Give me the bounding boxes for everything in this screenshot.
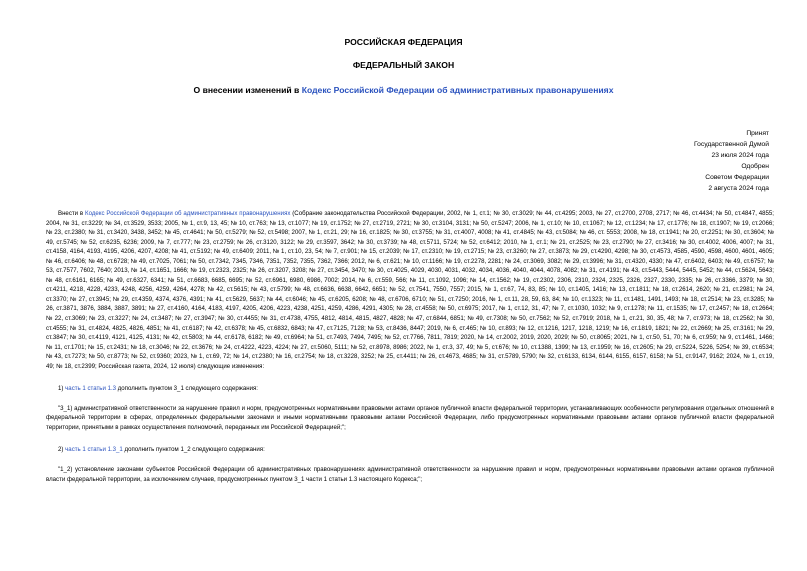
law-title [0, 85, 807, 95]
article-intro [46, 209, 774, 371]
amendment-item-1 [46, 384, 774, 394]
adoption-approved-label: Одобрен [741, 163, 769, 170]
amendment-item-1-text: дополнить пунктом 3_1 следующего содержания: [116, 385, 258, 393]
adoption-duma-date: 23 июля 2024 года [711, 152, 769, 159]
document-type-heading: ФЕДЕРАЛЬНЫЙ ЗАКОН [352, 60, 455, 70]
amendment-item-2 [46, 445, 774, 455]
law-title-prefix: О внесении изменений в [193, 85, 302, 95]
amendment-item-2-text: дополнить пунктом 1_2 следующего содержания: [122, 446, 265, 454]
law-title-code-link[interactable]: Кодекс Российской Федерации об административных правонарушениях [301, 85, 614, 95]
article-intro-prefix: Внести в [58, 210, 86, 217]
adoption-council-date: 2 августа 2024 года [708, 185, 769, 192]
adoption-accepted-label: Принят [746, 130, 769, 137]
article-intro-code-link[interactable]: Кодекс Российской Федерации об административных правонарушениях [85, 210, 291, 217]
amendment-item-1-link[interactable]: часть 1 статьи 1.3 [65, 385, 117, 393]
amendment-item-1-quote: "3_1) административной ответственности за нарушение правил и норм, предусмотренных нормативными правовыми актами органов публичной власти федеральной территории, устанавливающих особенности регулирования отдельных отношений в федеральной территории в сферах, определенных федеральными законами и иными нормативными правовыми актами Российской Федерации, либо предусмотренных нормативными правовыми актами органов публичной власти федеральной территории, принятыми в рамках осуществления полномочий, переданных им Российской Федерацией;"; [46, 404, 774, 431]
adoption-block [694, 128, 769, 194]
amendment-item-2-number: 2) [58, 446, 66, 454]
amendment-item-1-number: 1) [58, 385, 66, 393]
amendment-item-2-link[interactable]: часть 1 статьи 1.3_1 [65, 446, 123, 454]
adoption-council-label: Советом Федерации [705, 174, 769, 181]
country-heading: РОССИЙСКАЯ ФЕДЕРАЦИЯ [344, 37, 463, 47]
document-body [46, 209, 774, 484]
article-intro-sources: (Собрание законодательства Российской Федерации, 2002, № 1, ст.1; № 30, ст.3029; № 44, ст.4295; 2003, № 27, ст.2700, 2708, 2717; № 46, ст.4434; № 50, ст.4847, 4855; 2004, № 31, ст.3229; № 34, ст.3529, 3533; 2005, № 1, ст.9, 13, 45; № 10, ст.763; № 13, ст.1077; № 19, ст.1752; № 27, ст.2719, 2721; № 30, ст.3104, 3131; № 50, ст.5247; 2006, № 1, ст.10; № 10, ст.1067; № 12, ст.1234; № 17, ст.1776; № 18, ст.1907; № 19, ст.2066; № 23, ст.2380; № 31, ст.3420, 3438, 3452; № 45, ст.4641; № 50, ст.5279; № 52, ст.5498; 2007, № 1, ст.21, 29; № 16, ст.1825; № 30, ст.3755; № 31, ст.4007, 4008; № 41, ст.4845; № 43, ст.5084; № 46, ст. 5553; 2008, № 18, ст.1941; № 20, ст.2251; № 30, ст.3604; № 49, ст.5745; № 52, ст.6235, 6236; 2009, № 7, ст.777; № 23, ст.2759; № 26, ст.3120, 3122; № 29, ст.3597, 3642; № 30, ст.3739; № 48, ст.5711, 5724; № 52, ст.6412; 2010, № 1, ст.1; № 21, ст.2525; № 23, ст.2790; № 27, ст.3416; № 30, ст.4002, 4006, 4007; № 31, ст.4158, 4164, 4193, 4195, 4206, 4207, 4208; № 41, ст.5192; № 49, ст.6409; 2011, № 1, ст.10, 23, 54; № 7, ст.901; № 15, ст.2039; № 17, ст.2310; № 19, ст.2715; № 23, ст.3260; № 27, ст.3873; № 29, ст.4290, 4298; № 30, ст.4573, 4585, 4590, 4598, 4600, 4601, 4605; № 46, ст.6406; № 48, ст.6728; № 49, ст.7025, 7061; № 50, ст.7342, 7345, 7346, 7351, 7352, 7355, 7362, 7366; 2012, № 6, ст.621; № 10, ст.1166; № 19, ст.2278, 2281; № 24, ст.3069, 3082; № 29, ст.3996; № 31, ст.4320, 4330; № 47, ст.6402, 6403; № 49, ст.6757; № 53, ст.7577, 7602, 7640; 2013, № 14, ст.1651, 1666; № 19, ст.2323, 2325; № 26, ст.3207, 3208; № 27, ст.3454, 3470; № 30, ст.4025, 4029, 4030, 4031, 4032, 4034, 4036, 4040, 4044, 4078, 4082; № 31, ст.4191; № 43, ст.5443, 5444, 5445, 5452; № 44, ст.5624, 5643; № 48, ст.6161, 6165; № 49, ст.6327, 6341; № 51, ст.6683, 6685, 6695; № 52, ст.6961, 6980, 6986, 7002; 2014, № 6, ст.559, 566; № 11, ст.1092, 1096; № 14, ст.1562; № 19, ст.2302, 2306, 2310, 2324, 2325, 2326, 2327, 2330, 2335; № 26, ст.3366, 3379; № 30, ст.4211, 4218, 4228, 4233, 4248, 4256, 4259, 4264, 4278; № 42, ст.5615; № 43, ст.5799; № 48, ст.6636, 6638, 6642, 6651; № 52, ст.7541, 7550, 7557; 2015, № 1, ст.67, 74, 83, 85; № 10, ст.1405, 1416; № 13, ст.1811; № 18, ст.2614, 2620; № 21, ст.2981; № 24, ст.3370; № 27, ст.3945; № 29, ст.4359, 4374, 4376, 4391; № 41, ст.5629, 5637; № 44, ст.6046; № 45, ст.6205, 6208; № 48, ст.6706, 6710; № 51, ст.7250; 2016, № 1, ст.11, 28, 59, 63, 84; № 10, ст.1323; № 11, ст.1481, 1491, 1493; № 18, ст.2514; № 23, ст.3285; № 26, ст.3871, 3876, 3884, 3887, 3891; № 27, ст.4160, 4164, 4183, 4197, 4205, 4206, 4223, 4238, 4251, 4259, 4286, 4291, 4305; № 28, ст.4558; № 50, ст.6975; 2017, № 1, ст.12, 31, 47; № 7, ст.1030, 1032; № 9, ст.1278; № 11, ст.1535; № 17, ст.2457; № 18, ст.2664; № 22, ст.3069; № 23, ст.3227; № 24, ст.3487; № 27, ст.3947; № 30, ст.4455; № 31, ст.4738, 4755, 4812, 4814, 4815, 4827, 4828; № 47, ст.6844, 6851; № 49, ст.7308; № 50, ст.7562; № 52, ст.7919; 2018, № 1, ст.21, 30, 35, 48; № 7, ст.973; № 18, ст.2562; № 30, ст.4555; № 31, ст.4824, 4825, 4826, 4851; № 41, ст.6187; № 42, ст.6378; № 45, ст.6832, 6843; № 47, ст.7125, 7128; № 53, ст.8436, 8447; 2019, № 6, ст.465; № 10, ст.893; № 12, ст.1216, 1217, 1218, 1219; № 16, ст.1819, 1821; № 22, ст.2669; № 25, ст.3161; № 29, ст.3847; № 30, ст.4119, 4121, 4125, 4131; № 42, ст.5803; № 44, ст.6178, 6182; № 49, ст.6964; № 51, ст.7493, 7494, 7495; № 52, ст.7766, 7811, 7819; 2020, № 14, ст.2002, 2019, 2020, 2029; № 50, ст.8065; 2021, № 1, ст.50, 51, 70; № 6, ст.959; № 9, ст.1461, 1466; № 11, ст.1701; № 15, ст.2431; № 18, ст.3046; № 22, ст.3676; № 24, ст.4222, 4223, 4224; № 27, ст.5060, 5111; № 52, ст.8978, 8986; 2022, № 1, ст.3, 37, 49; № 5, ст.676; № 10, ст.1388, 1399; № 13, ст.1959; № 16, ст.2605; № 29, ст.5224, 5226, 5254; № 39, ст.6534; № 43, ст.7273; № 50, ст.8773; № 52, ст.9360; 2023, № 1, ст.69, 72; № 14, ст.2380; № 16, ст.2754; № 18, ст.3228, 3252; № 25, ст.4411; № 26, ст.4673, 4685; № 31, ст.5789, 5790; № 32, ст.6133, 6134, 6144, 6155, 6157, 6158; № 51, ст.9147, 9162; 2024, № 1, ст.19, 49; № 18, ст.2399; Российская газета, 2024, 12 июля) следующие изменения: [46, 210, 774, 370]
amendment-item-2-quote: "1_2) установление законами субъектов Российской Федерации об административных правонарушениях административной ответственности за нарушение правил и норм, предусмотренных нормативными правовыми актами органов публичной власти федеральной территории, за исключением случаев, предусмотренных пунктом 3_1 части 1 статьи 1.3 настоящего Кодекса;"; [46, 466, 774, 483]
adoption-duma-label: Государственной Думой [694, 141, 769, 148]
